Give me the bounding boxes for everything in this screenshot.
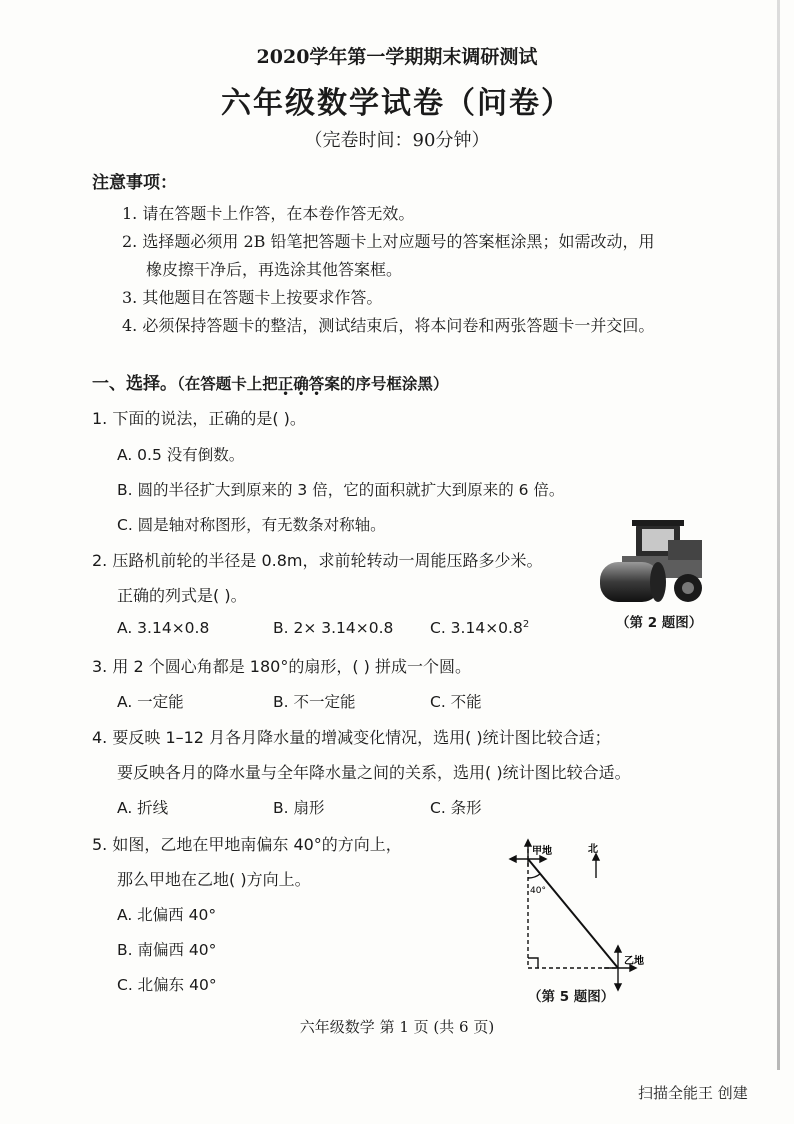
- q4-option-a: A. 折线: [117, 799, 169, 817]
- page-footer: 六年级数学 第 1 页 (共 6 页): [299, 1018, 495, 1036]
- q5-option-b: B. 南偏西 40°: [117, 941, 217, 959]
- direction-figure: [500, 836, 670, 996]
- label-yi: 乙地: [624, 956, 644, 967]
- q5-figure-caption: （第 5 题图）: [528, 989, 615, 1005]
- emphasis-char: 答: [308, 375, 325, 393]
- notes-heading: 注意事项：: [92, 173, 177, 193]
- q2-option-c-sup: 2: [522, 619, 530, 630]
- q4-stem: 4. 要反映 1–12 月各月降水量的增减变化情况，选用( )统计图比较合适；: [92, 728, 611, 747]
- label-jia: 甲地: [532, 846, 552, 857]
- section-instruction: [177, 375, 448, 393]
- note-1: 1. 请在答题卡上作答，在本卷作答无效。: [122, 204, 415, 223]
- q3-stem: 3. 用 2 个圆心角都是 180°的扇形，( ) 拼成一个圆。: [92, 657, 471, 676]
- exam-title: 六年级数学试卷（问卷）: [221, 86, 573, 121]
- label-north: 北: [588, 844, 598, 855]
- q1-option-b: B. 圆的半径扩大到原来的 3 倍，它的面积就扩大到原来的 6 倍。: [117, 481, 565, 499]
- q5-stem-2: 那么甲地在乙地( )方向上。: [117, 870, 311, 889]
- road-roller-figure: [598, 518, 710, 610]
- label-angle: 40°: [530, 886, 546, 896]
- emphasis-char: 确: [293, 375, 309, 393]
- section-title: 一、选择。: [92, 374, 177, 394]
- q4-stem-2: 要反映各月的降水量与全年降水量之间的关系，选用( )统计图比较合适。: [117, 763, 631, 782]
- note-4: 4. 必须保持答题卡的整洁，测试结束后，将本问卷和两张答题卡一并交回。: [122, 316, 655, 335]
- q2-option-a: A. 3.14×0.8: [117, 619, 210, 637]
- q2-option-c: [430, 619, 529, 637]
- q2-figure-caption: （第 2 题图）: [616, 615, 703, 631]
- scan-edge: [777, 0, 780, 1070]
- q2-option-c-text: C. 3.14×0.8: [430, 619, 523, 638]
- scanner-watermark: 扫描全能王 创建: [638, 1084, 748, 1102]
- q5-stem: 5. 如图，乙地在甲地南偏东 40°的方向上，: [92, 835, 402, 854]
- section-heading: [92, 369, 448, 394]
- note-3: 3. 其他题目在答题卡上按要求作答。: [122, 288, 383, 307]
- q2-stem-2: 正确的列式是( )。: [117, 586, 247, 605]
- q2-stem: 2. 压路机前轮的半径是 0.8m，求前轮转动一周能压路多少米。: [92, 551, 543, 570]
- note-2b: 橡皮擦干净后，再选涂其他答案框。: [146, 260, 403, 279]
- emphasis-char: 正: [277, 375, 294, 393]
- q1-stem: 1. 下面的说法，正确的是( )。: [92, 409, 306, 428]
- q1-option-c: C. 圆是轴对称图形，有无数条对称轴。: [117, 516, 386, 534]
- q2-option-b: B. 2× 3.14×0.8: [273, 619, 394, 637]
- exam-subtitle: 2020学年第一学期期末调研测试: [256, 46, 538, 68]
- q5-option-a: A. 北偏西 40°: [117, 906, 217, 924]
- q4-option-b: B. 扇形: [273, 799, 325, 817]
- q4-option-c: C. 条形: [430, 799, 482, 817]
- instruction-part-a: （在答题卡上把: [177, 375, 278, 393]
- instruction-part-b: 案的序号框涂黑）: [324, 375, 449, 393]
- q5-option-c: C. 北偏东 40°: [117, 976, 217, 994]
- q3-option-a: A. 一定能: [117, 693, 184, 711]
- exam-time: （完卷时间：90分钟）: [304, 130, 490, 151]
- q3-option-b: B. 不一定能: [273, 693, 356, 711]
- q1-option-a: A. 0.5 没有倒数。: [117, 446, 245, 464]
- note-2a: 2. 选择题必须用 2B 铅笔把答题卡上对应题号的答案框涂黑；如需改动，用: [122, 232, 655, 251]
- q3-option-c: C. 不能: [430, 693, 482, 711]
